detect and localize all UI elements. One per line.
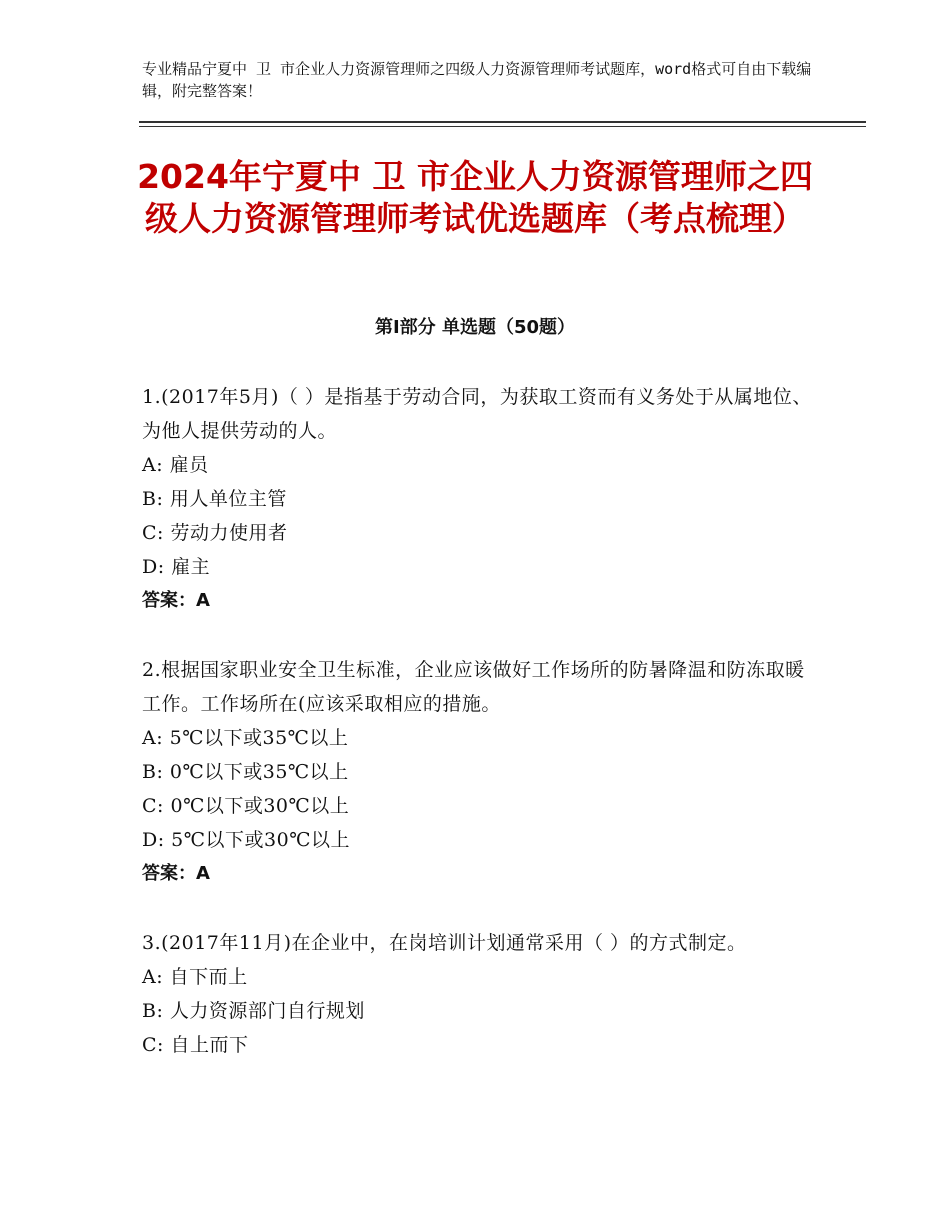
section-heading: 第Ⅰ部分 单选题（50题） (374, 317, 575, 338)
answer-line: 答案：A (142, 863, 210, 884)
question-stem: 2.根据国家职业安全卫生标准，企业应该做好工作场所的防暑降温和防冻取暖工作。工作场所在(应该采取相应的措施。 (142, 659, 805, 715)
option-d: D: 雇主 (142, 556, 211, 578)
header-divider-thick (139, 121, 866, 123)
option-a: A: 5℃以下或35℃以上 (142, 727, 349, 749)
option-c: C: 自上而下 (142, 1034, 249, 1056)
option-b: B: 人力资源部门自行规划 (142, 1000, 365, 1022)
option-a: A: 雇员 (142, 454, 209, 476)
question-2 (142, 653, 822, 891)
question-3 (142, 926, 822, 1062)
document-title: 2024年宁夏中 卫 市企业人力资源管理师之四级人力资源管理师考试优选题库（考点梳理） (137, 157, 813, 238)
option-b: B: 0℃以下或35℃以上 (142, 761, 349, 783)
question-stem: 1.(2017年5月)（ ）是指基于劳动合同，为获取工资而有义务处于从属地位、为他人提供劳动的人。 (142, 386, 812, 442)
option-c: C: 0℃以下或30℃以上 (142, 795, 350, 817)
header-note: 专业精品宁夏中 卫 市企业人力资源管理师之四级人力资源管理师考试题库，word格式可自由下载编辑，附完整答案！ (142, 60, 812, 100)
option-a: A: 自下而上 (142, 966, 248, 988)
question-stem: 3.(2017年11月)在企业中，在岗培训计划通常采用（ ）的方式制定。 (142, 932, 747, 954)
answer-line: 答案：A (142, 590, 210, 611)
option-d: D: 5℃以下或30℃以上 (142, 829, 350, 851)
question-1 (142, 380, 822, 618)
option-b: B: 用人单位主管 (142, 488, 287, 510)
option-c: C: 劳动力使用者 (142, 522, 288, 544)
header-divider-thin (139, 126, 866, 127)
